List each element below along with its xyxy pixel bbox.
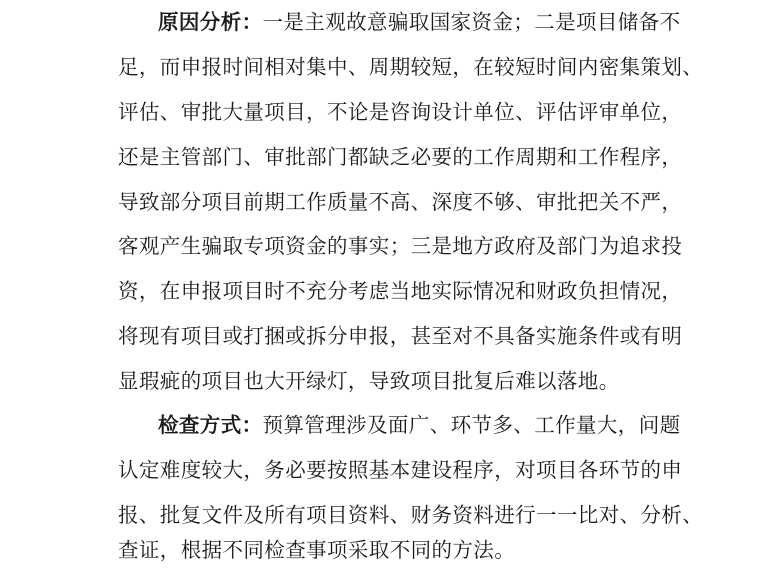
paragraph-1-line-7: 资，在申报项目时不充分考虑当地实际情况和财政负担情况， xyxy=(118,279,683,303)
paragraph-1-line-3: 评估、审批大量项目，不论是咨询设计单位、评估评审单位， xyxy=(118,100,683,124)
paragraph-2-text: 预算管理涉及面广、环节多、工作量大，问题 xyxy=(262,413,681,437)
paragraph-2-line-3: 报、批复文件及所有项目资料、财务资料进行一一比对、分析、 xyxy=(118,503,704,527)
paragraph-1-text: 一是主观故意骗取国家资金；二是项目储备不 xyxy=(262,10,681,34)
paragraph-1-line-1 xyxy=(158,2,681,42)
paragraph-1-heading: 原因分析： xyxy=(158,10,263,34)
paragraph-1-line-4: 还是主管部门、审批部门都缺乏必要的工作周期和工作程序， xyxy=(118,145,683,169)
paragraph-2-line-2: 认定难度较大，务必要按照基本建设程序，对项目各环节的申 xyxy=(118,458,683,482)
paragraph-1-line-2: 足，而申报时间相对集中、周期较短，在较短时间内密集策划、 xyxy=(118,55,704,79)
paragraph-1-line-5: 导致部分项目前期工作质量不高、深度不够、审批把关不严， xyxy=(118,190,683,214)
paragraph-1-line-8: 将现有项目或打捆或拆分申报，甚至对不具备实施条件或有明 xyxy=(118,324,683,348)
paragraph-1-line-6: 客观产生骗取专项资金的事实；三是地方政府及部门为追求投 xyxy=(118,234,683,258)
paragraph-2-line-4: 查证，根据不同检查事项采取不同的方法。 xyxy=(118,538,516,562)
paragraph-2-heading: 检查方式： xyxy=(158,413,263,437)
paragraph-2-line-1 xyxy=(158,405,681,445)
paragraph-1-line-9: 显瑕疵的项目也大开绿灯，导致项目批复后难以落地。 xyxy=(118,369,620,393)
